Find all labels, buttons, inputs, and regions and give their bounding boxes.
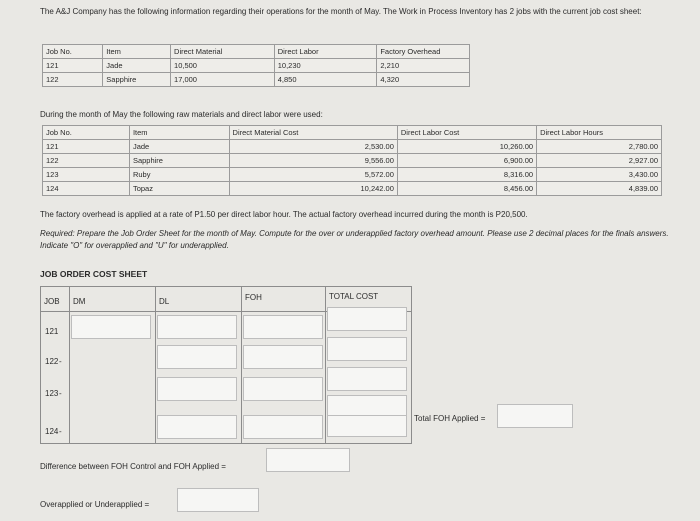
may-usage-label: During the month of May the following raw materials and direct labor were used: bbox=[40, 110, 323, 119]
table-row bbox=[43, 73, 470, 87]
total-cost-input-121[interactable] bbox=[327, 307, 407, 331]
cell: 122 bbox=[43, 73, 103, 87]
cell: 124 bbox=[43, 182, 130, 196]
table-row bbox=[43, 168, 662, 182]
cell: 9,556.00 bbox=[229, 154, 397, 168]
header-job-no: Job No. bbox=[43, 126, 130, 140]
table-row bbox=[43, 140, 662, 154]
header-item: Item bbox=[103, 45, 171, 59]
dash: - bbox=[59, 357, 62, 366]
difference-input[interactable] bbox=[266, 448, 350, 472]
foh-input-122[interactable] bbox=[243, 345, 323, 369]
over-under-label: Overapplied or Underapplied = bbox=[40, 500, 150, 509]
header-direct-labor: Direct Labor bbox=[274, 45, 377, 59]
cell: 5,572.00 bbox=[229, 168, 397, 182]
cell: 3,430.00 bbox=[537, 168, 662, 182]
cell: 123 bbox=[43, 168, 130, 182]
cell: Sapphire bbox=[129, 154, 229, 168]
dm-input-121[interactable] bbox=[71, 315, 151, 339]
cell: Jade bbox=[103, 59, 171, 73]
header-direct-material-cost: Direct Material Cost bbox=[229, 126, 397, 140]
header-dl: DL bbox=[159, 297, 170, 306]
header-direct-labor-hours: Direct Labor Hours bbox=[537, 126, 662, 140]
header-factory-overhead: Factory Overhead bbox=[377, 45, 470, 59]
total-cost-input-124[interactable] bbox=[327, 415, 407, 437]
required-text: Required: Prepare the Job Order Sheet for the month of May. Compute for the over or underapplied factory overhead amount. Please use 2 decimal places for the finals answers. Indicate "O" for overapplied and "U" for underapplied. bbox=[40, 229, 669, 250]
cell: 10,230 bbox=[274, 59, 377, 73]
cell: 6,900.00 bbox=[397, 154, 536, 168]
cell: 10,260.00 bbox=[397, 140, 536, 154]
cell: 4,850 bbox=[274, 73, 377, 87]
job-122-label: 122 bbox=[45, 357, 59, 366]
header-direct-material: Direct Material bbox=[171, 45, 275, 59]
header-total-cost: TOTAL COST bbox=[329, 292, 379, 301]
job-124-label: 124 bbox=[45, 427, 59, 436]
difference-label: Difference between FOH Control and FOH Applied = bbox=[40, 462, 226, 471]
table-header-row bbox=[43, 45, 470, 59]
table-row bbox=[43, 59, 470, 73]
dl-input-122[interactable] bbox=[157, 345, 237, 369]
total-foh-applied-label: Total FOH Applied = bbox=[414, 414, 486, 423]
cell: 4,839.00 bbox=[537, 182, 662, 196]
table-row bbox=[43, 182, 662, 196]
cell: 122 bbox=[43, 154, 130, 168]
header-direct-labor-cost: Direct Labor Cost bbox=[397, 126, 536, 140]
cell: 8,456.00 bbox=[397, 182, 536, 196]
foh-input-121[interactable] bbox=[243, 315, 323, 339]
cell: 2,210 bbox=[377, 59, 470, 73]
cell: 121 bbox=[43, 140, 130, 154]
cell: 4,320 bbox=[377, 73, 470, 87]
cell: 10,242.00 bbox=[229, 182, 397, 196]
dl-input-123[interactable] bbox=[157, 377, 237, 401]
cell: 2,530.00 bbox=[229, 140, 397, 154]
dash: - bbox=[59, 427, 62, 436]
cell: 2,780.00 bbox=[537, 140, 662, 154]
foh-input-123[interactable] bbox=[243, 377, 323, 401]
cell: 2,927.00 bbox=[537, 154, 662, 168]
over-under-input[interactable] bbox=[177, 488, 259, 512]
dl-input-121[interactable] bbox=[157, 315, 237, 339]
header-foh: FOH bbox=[245, 293, 262, 302]
cell: 121 bbox=[43, 59, 103, 73]
intro-text: The A&J Company has the following information regarding their operations for the month of May. The Work in Process Inventory has 2 jobs with the current job cost sheet: bbox=[40, 7, 642, 16]
header-dm: DM bbox=[73, 297, 86, 306]
total-foh-applied-input[interactable] bbox=[497, 404, 573, 428]
table-header-row bbox=[43, 126, 662, 140]
cell: Jade bbox=[129, 140, 229, 154]
cell: 17,000 bbox=[171, 73, 275, 87]
job-order-cost-sheet bbox=[40, 286, 412, 444]
dl-input-124[interactable] bbox=[157, 415, 237, 439]
cell: 8,316.00 bbox=[397, 168, 536, 182]
dash: - bbox=[59, 389, 62, 398]
cost-sheet-title: JOB ORDER COST SHEET bbox=[40, 269, 148, 279]
job-123-label: 123 bbox=[45, 389, 59, 398]
header-job: JOB bbox=[44, 297, 60, 306]
wip-job-table bbox=[42, 44, 470, 87]
header-job-no: Job No. bbox=[43, 45, 103, 59]
cell: Topaz bbox=[129, 182, 229, 196]
total-cost-input-121b[interactable] bbox=[327, 337, 407, 361]
job-121-label: 121 bbox=[45, 327, 59, 336]
cell: 10,500 bbox=[171, 59, 275, 73]
cell: Ruby bbox=[129, 168, 229, 182]
may-usage-table bbox=[42, 125, 662, 196]
table-row bbox=[43, 154, 662, 168]
overhead-note: The factory overhead is applied at a rate of P1.50 per direct labor hour. The actual factory overhead incurred during the month is P20,500. bbox=[40, 210, 528, 219]
total-cost-input-122[interactable] bbox=[327, 367, 407, 391]
cell: Sapphire bbox=[103, 73, 171, 87]
header-item: Item bbox=[129, 126, 229, 140]
foh-input-124[interactable] bbox=[243, 415, 323, 439]
